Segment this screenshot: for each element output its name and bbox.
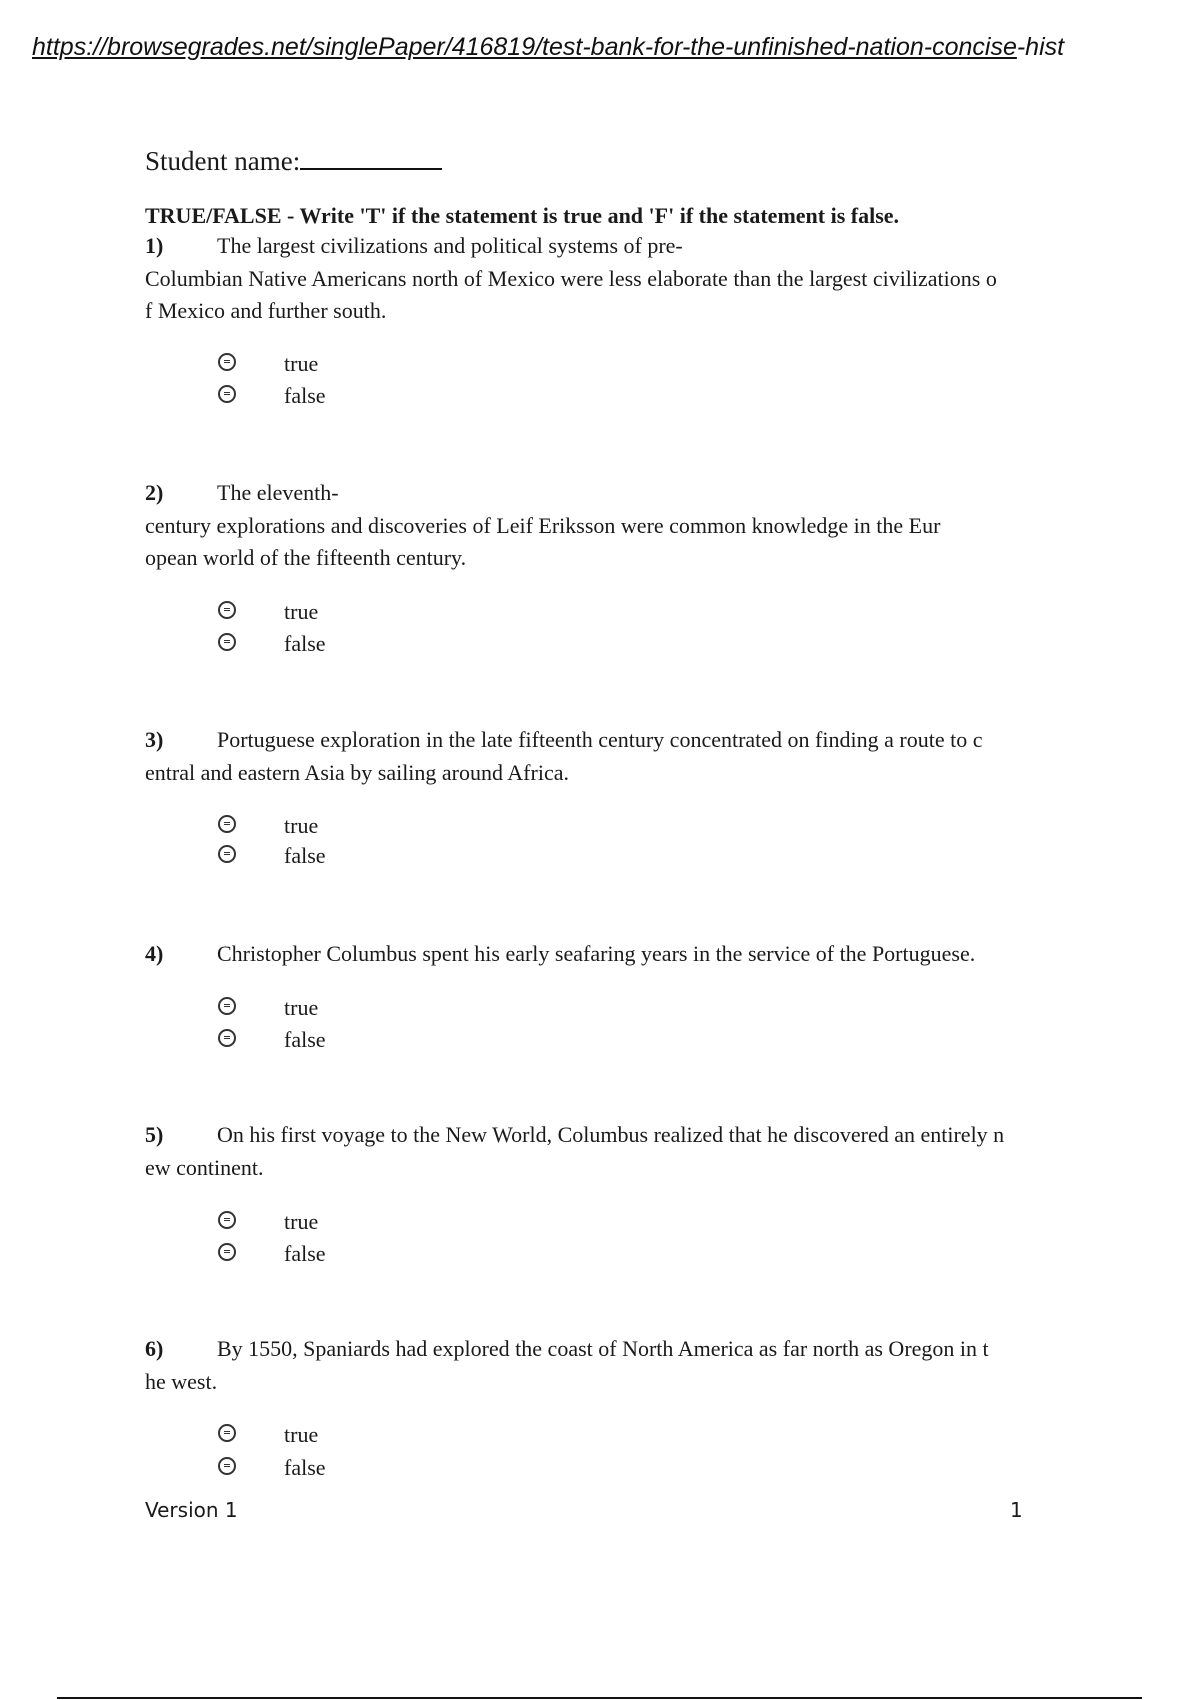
radio-button-icon[interactable]	[218, 997, 236, 1015]
option-label: true	[284, 1208, 319, 1234]
student-name-field	[145, 142, 442, 179]
q6-option-false[interactable]	[218, 1450, 326, 1482]
question-text-line: opean world of the fifteenth century.	[145, 545, 467, 570]
student-name-blank[interactable]	[300, 142, 442, 170]
source-url[interactable]	[32, 30, 1200, 64]
question-number: 3)	[145, 727, 164, 752]
student-name-label: Student name:	[145, 146, 301, 176]
question-1	[145, 230, 1085, 328]
question-text-line: f Mexico and further south.	[145, 298, 387, 323]
question-2	[145, 477, 1085, 575]
question-text-line: 3) Portuguese exploration in the late fifteenth century concentrated on finding a route to c	[145, 724, 1085, 757]
question-number: 5)	[145, 1122, 164, 1147]
radio-button-icon[interactable]	[218, 601, 236, 619]
question-number: 2)	[145, 480, 164, 505]
option-label: true	[284, 812, 319, 838]
radio-button-icon[interactable]	[218, 815, 236, 833]
q5-option-true[interactable]	[218, 1204, 318, 1236]
radio-button-icon[interactable]	[218, 1029, 236, 1047]
source-url-link[interactable]: https://browsegrades.net/singlePaper/416819/test-bank-for-the-unfinished-nation-concise	[32, 33, 1017, 61]
q2-option-true[interactable]	[218, 594, 318, 626]
question-text-line: entral and eastern Asia by sailing around Africa.	[145, 759, 569, 785]
question-text-line: century explorations and discoveries of Leif Eriksson were common knowledge in the Eur	[145, 512, 941, 538]
page-divider	[57, 1697, 1142, 1699]
q5-option-false[interactable]	[218, 1236, 326, 1268]
option-label: false	[284, 1454, 326, 1480]
instructions: TRUE/FALSE - Write 'T' if the statement is true and 'F' if the statement is false.	[145, 203, 900, 228]
question-number: 1)	[145, 233, 164, 258]
radio-button-icon[interactable]	[218, 1424, 236, 1442]
radio-button-icon[interactable]	[218, 1243, 236, 1261]
question-3	[145, 724, 1085, 789]
q1-option-false[interactable]	[218, 378, 326, 410]
q4-option-true[interactable]	[218, 990, 318, 1022]
radio-button-icon[interactable]	[218, 845, 236, 863]
page-number: 1	[1010, 1498, 1023, 1522]
q2-option-false[interactable]	[218, 626, 326, 658]
question-text-line: Columbian Native Americans north of Mexico were less elaborate than the largest civilizations o	[145, 265, 997, 291]
question-text-line: 1) The largest civilizations and political systems of pre-	[145, 230, 1085, 263]
radio-button-icon[interactable]	[218, 633, 236, 651]
source-url-tail: -hist	[1016, 33, 1065, 61]
option-label: false	[284, 842, 326, 868]
option-label: false	[284, 382, 326, 408]
q1-option-true[interactable]	[218, 346, 318, 378]
footer-version: Version 1	[145, 1498, 238, 1522]
option-label: true	[284, 994, 319, 1020]
radio-button-icon[interactable]	[218, 1457, 236, 1475]
option-label: false	[284, 630, 326, 656]
question-4	[145, 938, 1085, 971]
question-text-line: 4) Christopher Columbus spent his early seafaring years in the service of the Portuguese.	[145, 938, 1085, 971]
q3-option-true[interactable]	[218, 808, 318, 840]
question-text-line: 5) On his first voyage to the New World, Columbus realized that he discovered an entirely n	[145, 1119, 1085, 1152]
question-text-line: ew continent.	[145, 1154, 264, 1180]
q4-option-false[interactable]	[218, 1022, 326, 1054]
question-6	[145, 1333, 1085, 1398]
radio-button-icon[interactable]	[218, 385, 236, 403]
radio-button-icon[interactable]	[218, 353, 236, 371]
option-label: false	[284, 1240, 326, 1266]
question-5	[145, 1119, 1085, 1184]
option-label: true	[284, 1421, 319, 1447]
question-text-line: 6) By 1550, Spaniards had explored the coast of North America as far north as Oregon in t	[145, 1333, 1085, 1366]
option-label: true	[284, 350, 319, 376]
question-number: 4)	[145, 941, 164, 966]
option-label: true	[284, 598, 319, 624]
q3-option-false[interactable]	[218, 838, 326, 870]
q6-option-true[interactable]	[218, 1417, 318, 1449]
question-number: 6)	[145, 1336, 164, 1361]
question-text-line: he west.	[145, 1368, 218, 1394]
question-text-line: 2) The eleventh-	[145, 477, 1085, 510]
radio-button-icon[interactable]	[218, 1211, 236, 1229]
option-label: false	[284, 1026, 326, 1052]
